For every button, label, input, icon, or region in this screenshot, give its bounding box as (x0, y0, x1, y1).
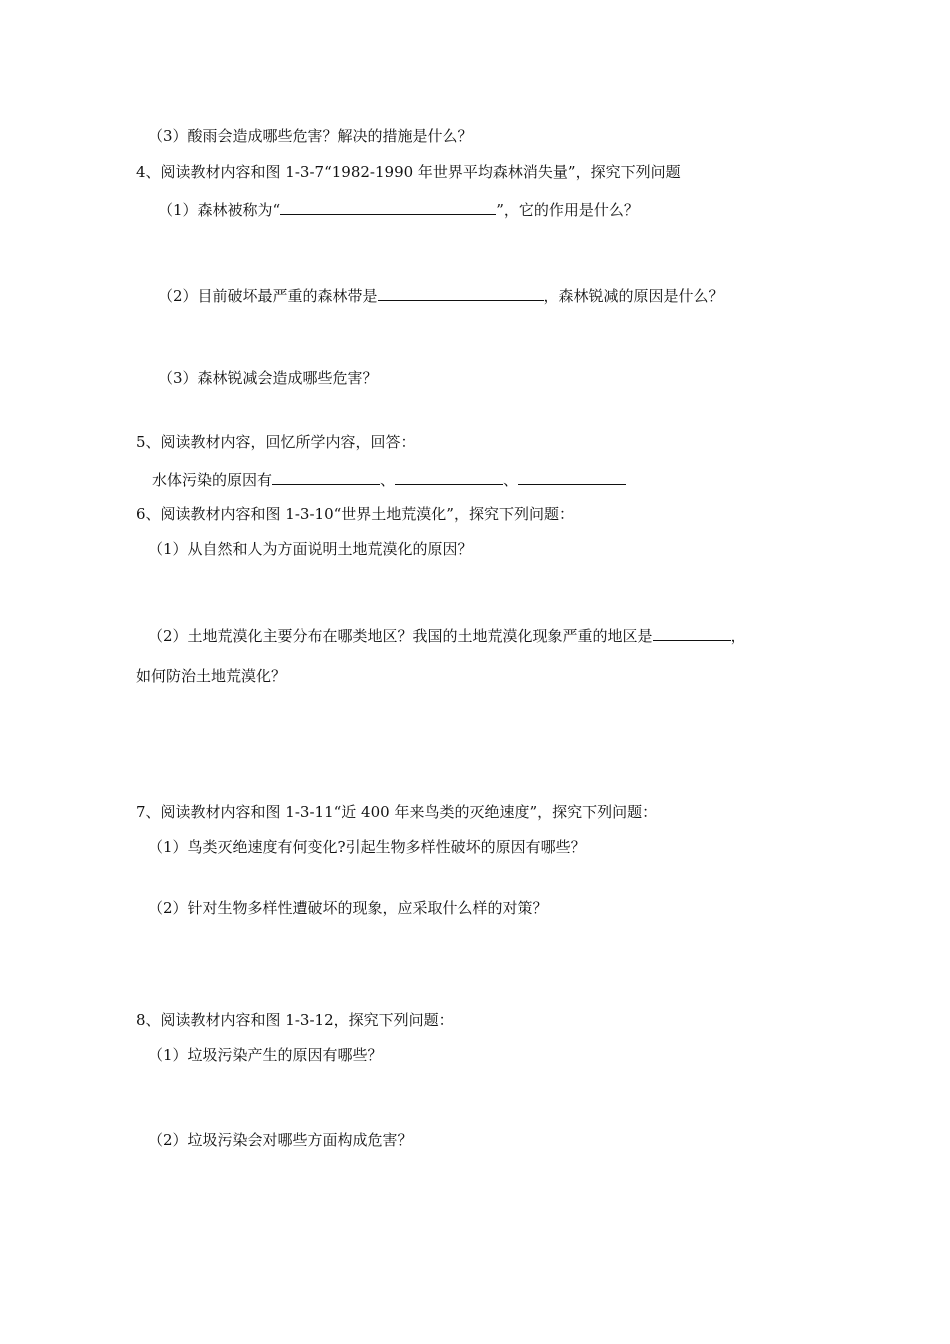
q5-blank-1[interactable] (272, 468, 380, 485)
q5-blank-2[interactable] (395, 468, 503, 485)
q8-sub2: （2）垃圾污染会对哪些方面构成危害？ (148, 1131, 413, 1149)
q5-blank-3[interactable] (518, 468, 626, 485)
q5-line (152, 468, 626, 490)
q4-sub1-blank[interactable] (280, 198, 496, 215)
q6-sub1: （1）从自然和人为方面说明土地荒漠化的原因？ (148, 540, 473, 558)
q5-separator-2: 、 (503, 471, 519, 489)
q5-separator-1: 、 (380, 471, 396, 489)
q5-text-before: 水体污染的原因有 (152, 471, 273, 489)
q4-sub1-text-after: ”，它的作用是什么？ (496, 201, 639, 219)
q4-heading: 4、阅读教材内容和图 1-3-7“1982-1990 年世界平均森林消失量”，探究下列问题 (136, 163, 681, 181)
q4-sub1-text-before: （1）森林被称为“ (158, 201, 281, 219)
q8-heading: 8、阅读教材内容和图 1-3-12，探究下列问题： (136, 1011, 454, 1029)
q7-sub2: （2）针对生物多样性遭破坏的现象，应采取什么样的对策？ (148, 899, 548, 917)
q8-sub1: （1）垃圾污染产生的原因有哪些？ (148, 1046, 383, 1064)
q6-sub2-text-after: ， (730, 627, 746, 645)
q4-sub2-text-before: （2）目前破坏最严重的森林带是 (158, 287, 378, 305)
q6-sub2-text-before: （2）土地荒漠化主要分布在哪类地区？我国的土地荒漠化现象严重的地区是 (148, 627, 653, 645)
q4-sub1 (158, 198, 639, 220)
q6-heading: 6、阅读教材内容和图 1-3-10“世界土地荒漠化”，探究下列问题： (136, 505, 574, 523)
q4-sub2 (158, 284, 724, 306)
q5-heading: 5、阅读教材内容，回忆所学内容，回答： (136, 433, 416, 451)
q6-sub2 (148, 624, 746, 646)
q7-sub1: （1）鸟类灭绝速度有何变化?引起生物多样性破坏的原因有哪些？ (148, 838, 586, 856)
q4-sub2-text-after: ，森林锐减的原因是什么？ (543, 287, 724, 305)
q7-heading: 7、阅读教材内容和图 1-3-11“近 400 年来鸟类的灭绝速度”，探究下列问题： (136, 803, 658, 821)
q6-sub2-continuation: 如何防治土地荒漠化？ (136, 667, 287, 685)
q4-sub2-blank[interactable] (378, 284, 544, 301)
q6-sub2-blank[interactable] (653, 624, 731, 641)
q3-sub3-text: （3）酸雨会造成哪些危害？解决的措施是什么？ (148, 127, 473, 145)
q4-sub3: （3）森林锐减会造成哪些危害？ (158, 369, 378, 387)
